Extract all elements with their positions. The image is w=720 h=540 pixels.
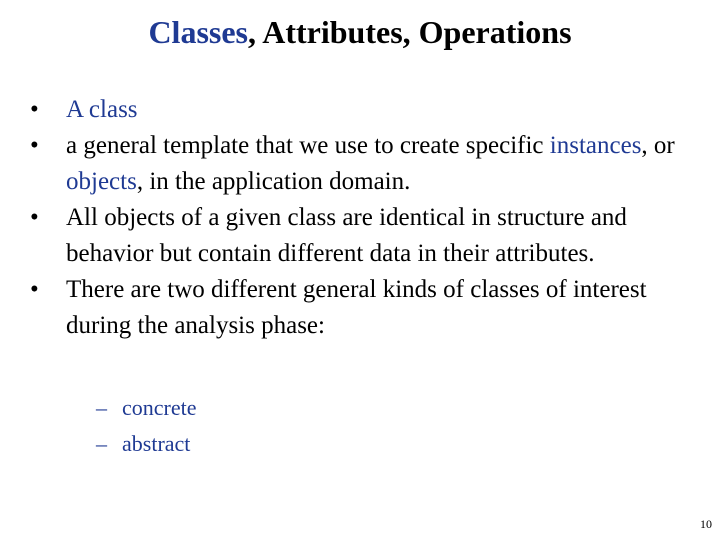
bullet-text-accent: objects [66,168,137,195]
bullet-text: , in the application domain. [136,168,411,195]
bullet-text: A class [66,96,138,123]
page-number: 10 [700,517,712,531]
bullet-item [30,92,700,128]
sub-bullet-text: concrete [122,395,197,420]
sub-bullet-text: abstract [122,431,191,456]
bullet-mark: • [30,276,39,303]
bullet-mark: • [30,132,39,159]
bullet-item [30,128,700,200]
dash-mark: – [96,431,107,456]
dash-mark: – [96,395,107,420]
bullet-text: , or [641,132,675,159]
title-rest: , Attributes, Operations [248,14,572,50]
sub-bullet-item [96,390,197,426]
sub-bullet-list [96,390,197,462]
sub-bullet-item [96,426,197,462]
bullet-mark: • [30,204,39,231]
slide-title [0,12,720,52]
bullet-list [30,92,700,344]
bullet-text-accent: instances [549,132,642,159]
bullet-item [30,200,700,272]
title-accent: Classes [148,14,248,50]
bullet-item [30,272,700,344]
bullet-text: a general template that we use to create specific [66,132,550,159]
bullet-text: All objects of a given class are identical in structure and behavior but contain different data in their attributes. [66,204,627,267]
bullet-text: There are two different general kinds of classes of interest during the analysis phase: [66,276,647,339]
bullet-mark: • [30,96,39,123]
